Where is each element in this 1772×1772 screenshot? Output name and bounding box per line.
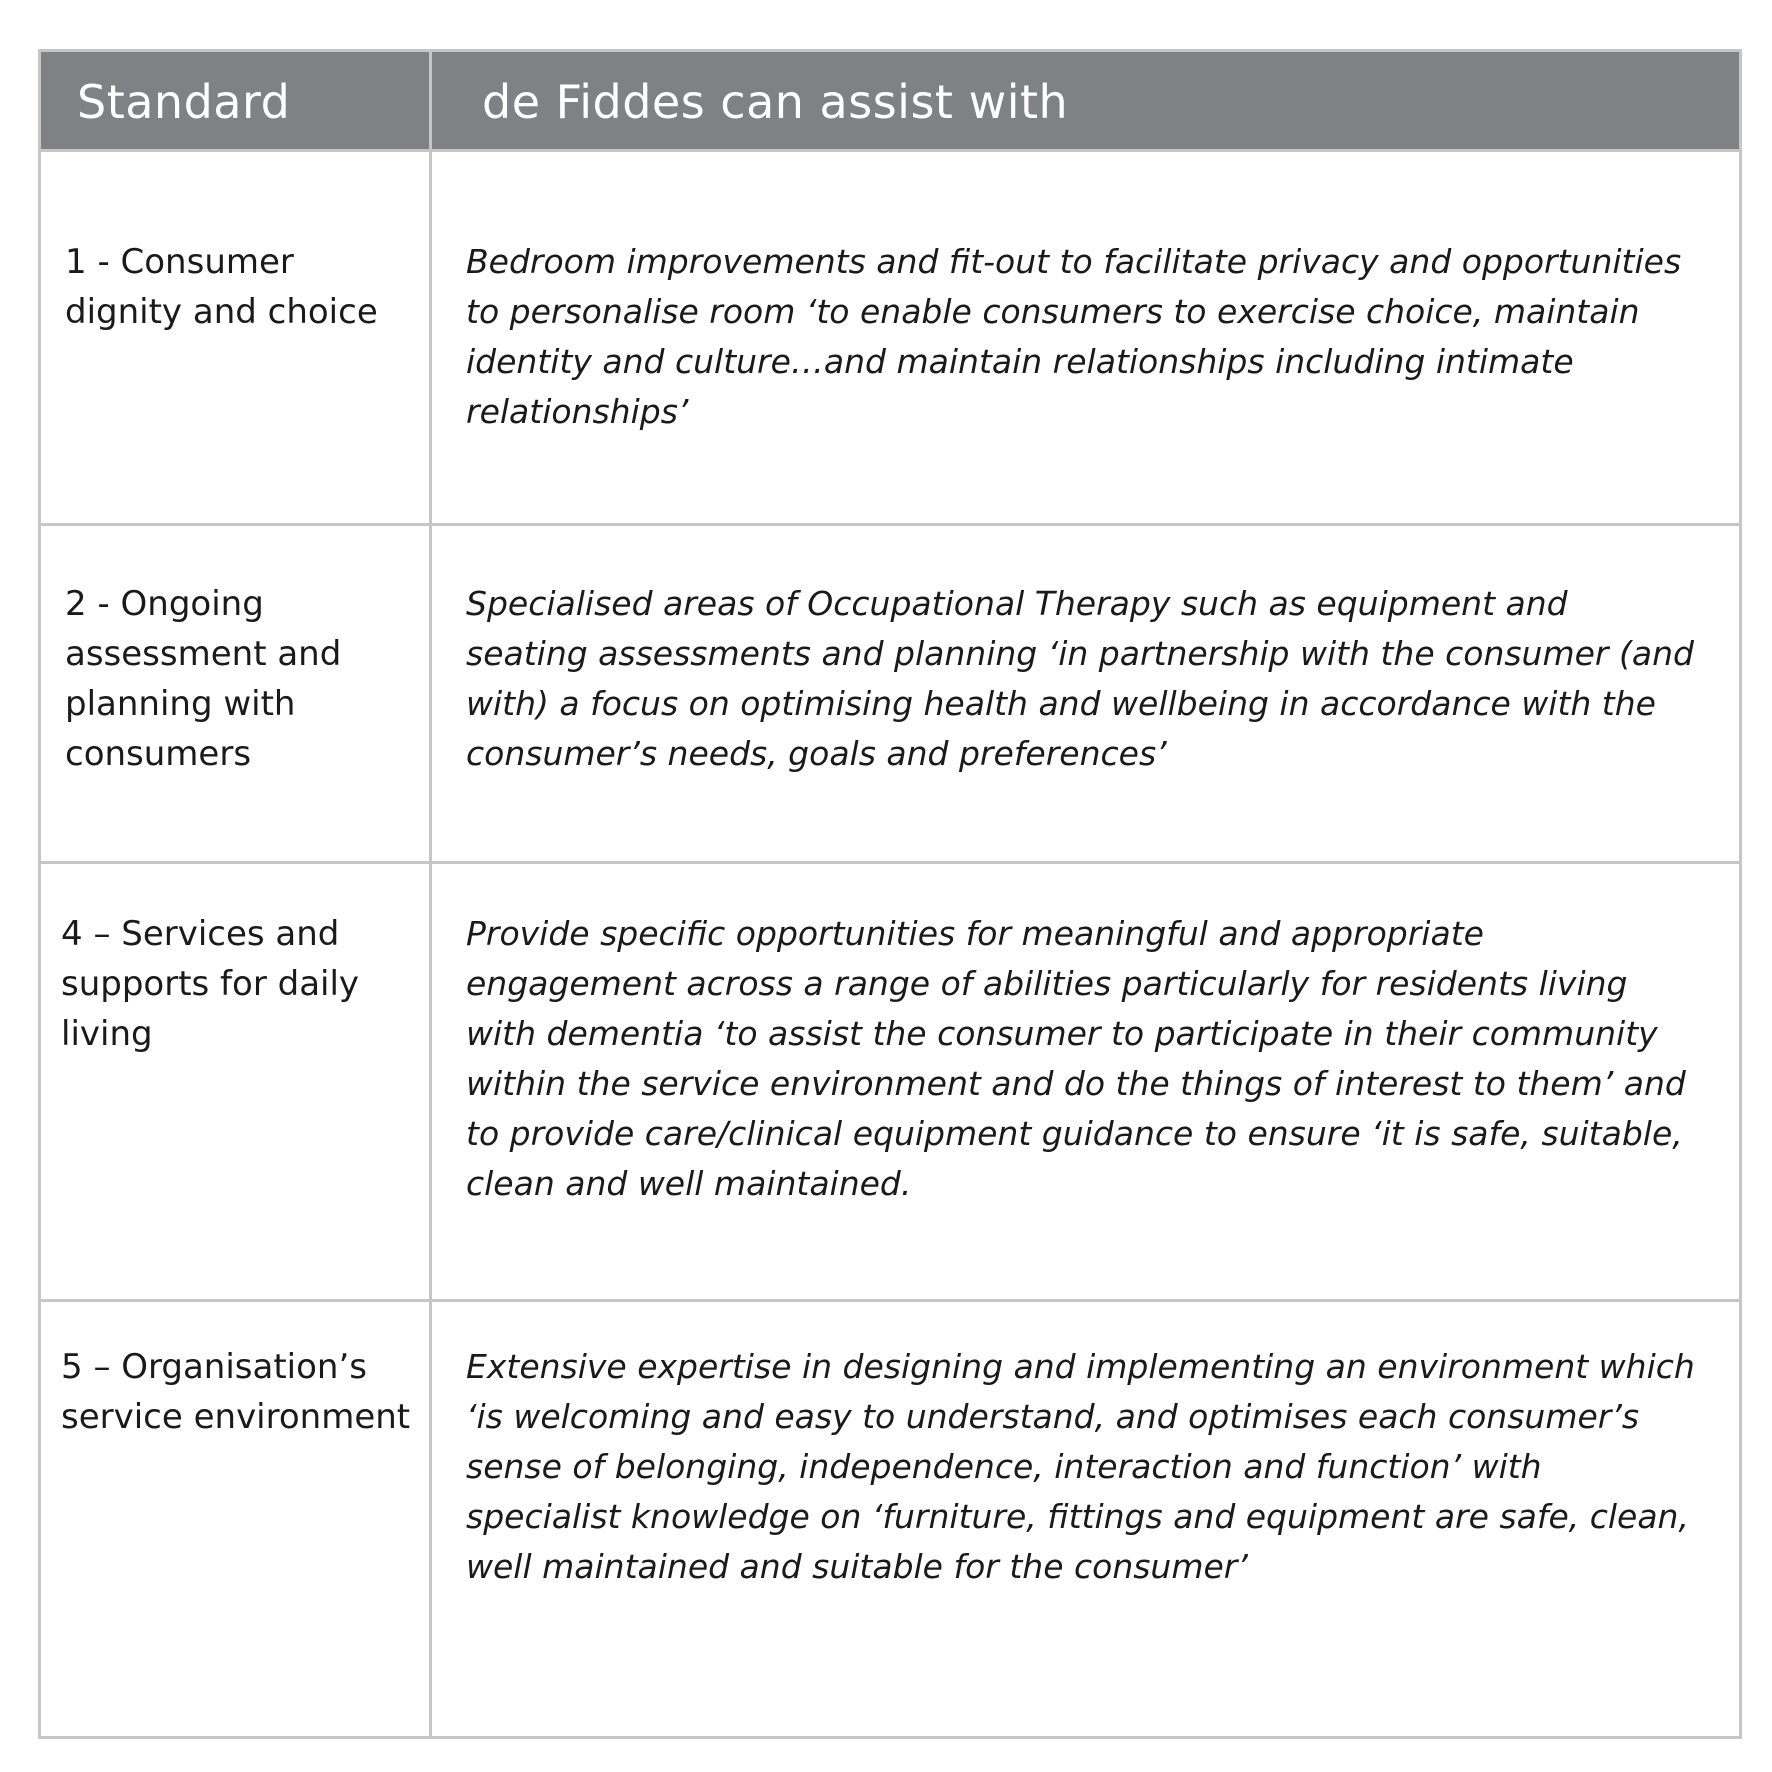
table-row xyxy=(41,152,1739,526)
assist-line: to provide care/clinical equipment guidance to ensure ‘it is safe, suitable, xyxy=(466,1114,1683,1153)
assist-cell xyxy=(466,1342,1728,1592)
assist-line: Bedroom improvements and fit-out to facilitate privacy and opportunities xyxy=(466,242,1682,281)
table-row xyxy=(41,526,1739,864)
column-divider xyxy=(429,52,432,1736)
standard-line: supports for daily xyxy=(61,964,360,1004)
assist-line: Provide specific opportunities for meaningful and appropriate xyxy=(466,914,1484,953)
assist-cell xyxy=(466,579,1728,779)
assist-line: Extensive expertise in designing and implementing an environment which xyxy=(466,1347,1695,1386)
assist-line: relationships’ xyxy=(466,392,689,431)
assist-line: seating assessments and planning ‘in partnership with the consumer (and xyxy=(466,634,1694,673)
standard-line: assessment and xyxy=(65,634,342,674)
assist-cell xyxy=(466,909,1728,1209)
standard-cell xyxy=(65,579,420,779)
assist-line: within the service environment and do the things of interest to them’ and xyxy=(466,1064,1686,1103)
assist-line: sense of belonging, independence, interaction and function’ with xyxy=(466,1447,1542,1486)
assist-line: clean and well maintained. xyxy=(466,1164,912,1203)
standard-cell xyxy=(65,237,420,337)
assist-line: with dementia ‘to assist the consumer to participate in their community xyxy=(466,1014,1658,1053)
standard-line: dignity and choice xyxy=(65,292,378,332)
standard-line: 2 - Ongoing xyxy=(65,584,264,624)
standard-cell xyxy=(61,909,416,1059)
assist-line: ‘is welcoming and easy to understand, and optimises each consumer’s xyxy=(466,1397,1640,1436)
assist-line: to personalise room ‘to enable consumers to exercise choice, maintain xyxy=(466,292,1640,331)
standard-line: 5 – Organisation’s xyxy=(61,1347,367,1387)
table-row xyxy=(41,1302,1739,1736)
assist-line: Specialised areas of Occupational Therapy such as equipment and xyxy=(466,584,1568,623)
standard-line: 1 - Consumer xyxy=(65,242,294,282)
standard-cell xyxy=(61,1342,416,1442)
assist-cell xyxy=(466,237,1728,437)
header-assist: de Fiddes can assist with xyxy=(482,75,1069,129)
standard-line: 4 – Services and xyxy=(61,914,340,954)
assist-line: specialist knowledge on ‘furniture, fittings and equipment are safe, clean, xyxy=(466,1497,1689,1536)
standards-table xyxy=(38,49,1742,1739)
assist-line: well maintained and suitable for the consumer’ xyxy=(466,1547,1248,1586)
standard-line: consumers xyxy=(65,734,252,774)
assist-line: identity and culture…and maintain relationships including intimate xyxy=(466,342,1574,381)
assist-line: consumer’s needs, goals and preferences’ xyxy=(466,734,1167,773)
standard-line: living xyxy=(61,1014,153,1054)
standard-line: service environment xyxy=(61,1397,411,1437)
table-row xyxy=(41,864,1739,1302)
assist-line: engagement across a range of abilities particularly for residents living xyxy=(466,964,1628,1003)
header-standard: Standard xyxy=(77,75,291,129)
table-header xyxy=(41,52,1739,152)
assist-line: with) a focus on optimising health and wellbeing in accordance with the xyxy=(466,684,1656,723)
standard-line: planning with xyxy=(65,684,296,724)
